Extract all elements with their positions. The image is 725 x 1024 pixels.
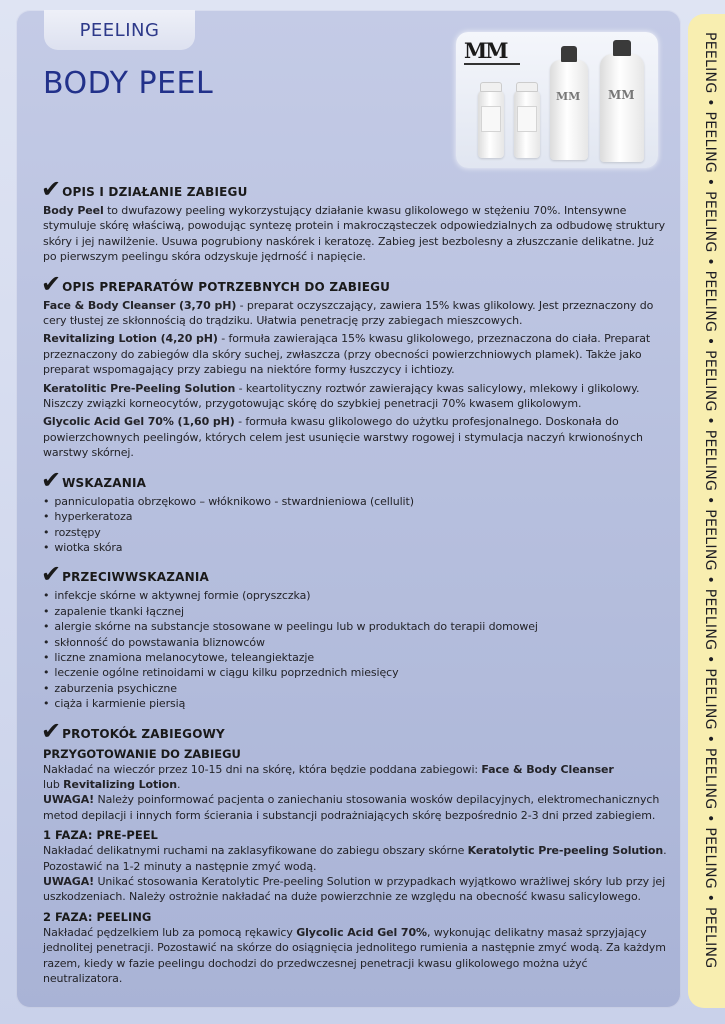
paragraph-text: Należy poinformować pacjenta o zaniechaniu stosowania wosków depilacyjnych, elektromechanicznych metod depilacji i innych form ścierania i substancji podrażniających skórę bezpośrednio 2-3 dni przed zabiegiem. <box>43 793 660 822</box>
bottle-brand-label-2: MM <box>608 88 635 102</box>
paragraph-text: , wykonując delikatny masaż sprzyjający jednolitej penetracji. Pozostawić na skórze do osiągnięcia jednolitego rumienia a następnie zmyć wodą. Za każdym razem, kiedy w fazie peelingu dochodzi do przedwczesnej penetracji kwasu glikolowego można użyć neutralizatora. <box>43 925 666 986</box>
section-heading-przeciwwskazania <box>41 560 668 589</box>
product-description <box>43 331 668 377</box>
warning-label: UWAGA! <box>43 793 95 807</box>
category-tab-label: PEELING <box>79 19 160 41</box>
product-text: - formuła zawierająca 15% kwasu glikolowego, przeznaczona do ciała. Preparat przeznaczony do zabiegów dla skóry suchej, zwłaszcza (przy obecności powierzchniowych plamek). Także jako preparat wspomagający przy zabiegu na niektóre formy łuszczycy i ichtiozy. <box>43 332 651 377</box>
section-heading-opis <box>41 175 668 203</box>
phase2-paragraph <box>43 925 668 987</box>
checkmark-icon: ✔ <box>41 465 62 494</box>
section-title: WSKAZANIA <box>62 475 147 490</box>
product-bottle-large-2 <box>600 54 644 162</box>
description-text: to dwufazowy peeling wykorzystujący działanie kwasu glikolowego w stężeniu 70%. Intensywne stymuluje skórę właściwą, powodując syntezę protein i makrocząsteczek odpowiedzialnych za odbudowę struktury skóry i jej nawilżenie. Usuwa pogrubiony naskórek i keratozę. Zabieg jest bezbolesny a złuszczanie delikatne. Już po pierwszym peelingu skóra odzyskuje jędrność i napięcie. <box>43 204 666 264</box>
paragraph-text: lub <box>43 777 64 791</box>
list-item: • wiotka skóra <box>43 540 668 555</box>
paragraph-text: Nakładać pędzelkiem lub za pomocą rękawicy <box>43 925 297 939</box>
list-item: • skłonność do powstawania bliznowców <box>43 635 668 650</box>
product-description <box>43 381 668 412</box>
subheading-faza-1: 1 FAZA: PRE-PEEL <box>43 828 158 843</box>
list-item: • alergie skórne na substancje stosowane w peelingu lub w produktach do terapii domowej <box>43 619 668 634</box>
contraindications-list <box>43 588 668 711</box>
subheading-faza-2: 2 FAZA: PEELING <box>43 909 152 924</box>
list-item: • zapalenie tkanki łącznej <box>43 604 668 619</box>
product-name: Keratolytic Pre-peeling Solution <box>467 844 664 858</box>
page-title: BODY PEEL <box>43 66 214 101</box>
checkmark-icon: ✔ <box>41 716 62 745</box>
section-heading-protokol <box>41 716 668 745</box>
list-item: • liczne znamiona melanocytowe, teleangiektazje <box>43 650 668 665</box>
product-bottle-small-2 <box>514 90 540 158</box>
checkmark-icon: ✔ <box>41 269 62 298</box>
indications-list <box>43 494 668 556</box>
list-item: • hyperkeratoza <box>43 509 668 524</box>
section-heading-wskazania <box>41 465 668 494</box>
list-item: • panniculopatia obrzękowo – włóknikowo - stwardnieniowa (cellulit) <box>43 494 668 509</box>
section-title: PRZECIWWSKAZANIA <box>62 570 209 585</box>
section-heading-preparaty <box>41 269 668 298</box>
phase1-paragraph <box>43 843 668 905</box>
list-item: • zaburzenia psychiczne <box>43 681 668 696</box>
product-name: Face & Body Cleanser <box>481 762 614 776</box>
list-item: • leczenie ogólne retinoidami w ciągu kilku poprzednich miesięcy <box>43 665 668 680</box>
paragraph-text: Nakładać delikatnymi ruchami na zaklasyfikowane do zabiegu obszary skórne <box>43 844 468 858</box>
paragraph-text: Unikać stosowania Keratolytic Pre-peeling Solution w przypadkach wyjątkowo wrażliwej skóry lub przy jej uszkodzeniach. Należy ostrożnie nakładać na duże powierzchnie ze względu na obecność kwasu salicylowego. <box>43 875 666 904</box>
product-text: - keartolityczny roztwór zawierający kwas salicylowy, mlekowy i glikolowy. Niszczy związki korneocytów, przygotowując skórę do szybkiej penetracji 70% kwasem glikolowym. <box>43 381 640 411</box>
warning-label: UWAGA! <box>43 875 95 888</box>
product-name: Keratolitic Pre-Peeling Solution <box>43 381 236 395</box>
list-item: • ciąża i karmienie piersią <box>43 696 668 711</box>
product-text: - preparat oczyszczający, zawiera 15% kwas glikolowy. Jest przeznaczony do cery tłustej ze skłonnością do trądziku. Ułatwia penetrację przy zabiegach mieszcowych. <box>43 298 654 328</box>
section-title: OPIS PREPARATÓW POTRZEBNYCH DO ZABIEGU <box>62 279 391 294</box>
product-bottle-small-1 <box>478 90 504 158</box>
section-title: OPIS I DZIAŁANIE ZABIEGU <box>62 185 248 199</box>
product-name: Face & Body Cleanser (3,70 pH) <box>43 298 237 312</box>
product-name: Glycolic Acid Gel 70% <box>296 925 427 939</box>
brand-logo <box>464 40 524 66</box>
paragraph-text: Nakładać na wieczór przez 10-15 dni na skórę, która będzie poddana zabiegowi: <box>43 762 482 776</box>
product-name: Glycolic Acid Gel 70% (1,60 pH) <box>43 415 235 429</box>
description-lead: Body Peel <box>43 204 104 217</box>
section-title: PROTOKÓŁ ZABIEGOWY <box>62 726 225 741</box>
product-description <box>43 298 668 329</box>
checkmark-icon: ✔ <box>41 560 62 589</box>
paragraph-text: . Pozostawić na 1-2 minuty a następnie zmyć wodą. <box>43 844 667 873</box>
product-name: Revitalizing Lotion (4,20 pH) <box>43 332 218 346</box>
product-description <box>43 414 668 460</box>
product-bottle-large-1 <box>550 60 588 160</box>
subheading-przygotowanie: PRZYGOTOWANIE DO ZABIEGU <box>43 746 241 761</box>
brand-logo-text: MM <box>464 38 507 63</box>
category-tab <box>44 10 195 50</box>
checkmark-icon: ✔ <box>41 175 62 203</box>
paragraph-text: . <box>177 777 181 791</box>
product-photo <box>456 32 658 168</box>
list-item: • rozstępy <box>43 525 668 540</box>
description-paragraph <box>43 203 668 265</box>
product-text: - formuła kwasu glikolowego do użytku profesjonalnego. Doskonała do powierzchownych peelingów, których celem jest usunięcie warstwy rogowej i stymulacja naczyń krwionośnych warstwy skórnej. <box>43 415 643 460</box>
article-content <box>43 170 668 989</box>
bottle-brand-label-1: MM <box>556 90 581 103</box>
list-item: • infekcje skórne w aktywnej formie (opryszczka) <box>43 588 668 603</box>
product-name: Revitalizing Lotion <box>63 777 177 791</box>
preparation-paragraph <box>43 762 668 824</box>
side-strip-text: PEELING • PEELING • PEELING • PEELING • PEELING • PEELING • PEELING • PEELING • PEELING • PEELING • PEELING • PEELING <box>702 32 718 969</box>
